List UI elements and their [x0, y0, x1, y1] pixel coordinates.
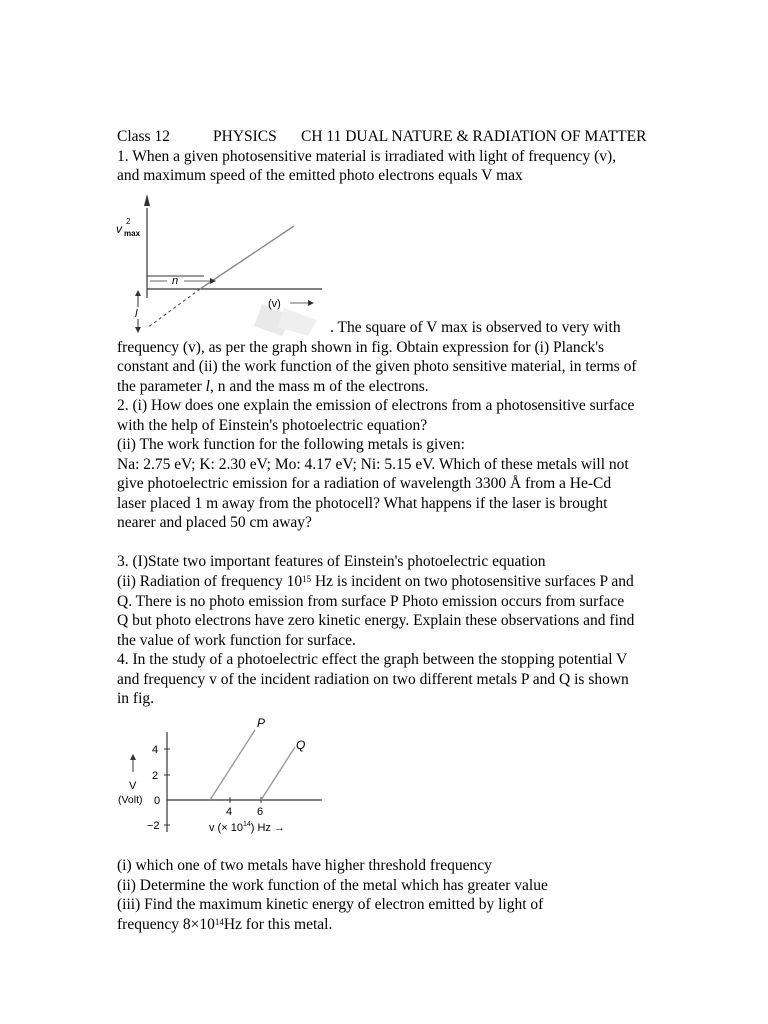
q3-line-3: Q. There is no photo emission from surface P Photo emission occurs from surface: [117, 593, 625, 610]
q1-line-5-a: the parameter: [117, 378, 206, 395]
q1-line-5-l: l: [205, 378, 210, 395]
q2-line-1: 2. (i) How does one explain the emission of electrons from a photosensitive surface: [117, 397, 635, 414]
q1-line-5: [117, 377, 429, 397]
q1-l-arrowhead-up: [135, 290, 141, 296]
q1-line-3: frequency (v), as per the graph shown in fig. Obtain expression for (i) Planck's: [117, 339, 605, 356]
q2-line-2: with the help of Einstein's photoelectric equation?: [117, 417, 428, 434]
subject-label: PHYSICS: [213, 128, 277, 145]
q4-line-1: 4. In the study of a photoelectric effect the graph between the stopping potential V: [117, 651, 628, 668]
q4-y-tick-label-4: 4: [152, 744, 159, 756]
q4-graph: [112, 712, 327, 842]
q4-label-q: Q: [296, 738, 306, 752]
q4-x-axis-label-base: v (× 10: [209, 822, 243, 834]
class-label: Class 12: [117, 128, 170, 145]
q1-x-label-arrowhead: [308, 300, 314, 306]
document-header: [117, 127, 646, 147]
q1-y-axis-arrow: [144, 194, 150, 206]
q1-x-label: (v): [268, 298, 281, 310]
q1-plot-line: [200, 226, 294, 289]
q1-y-label-sup: 2: [126, 217, 131, 226]
q4-sub-1: (i) which one of two metals have higher threshold frequency: [117, 857, 492, 874]
q3-line-4: Q but photo electrons have zero kinetic energy. Explain these observations and find: [117, 612, 635, 629]
q4-label-p: P: [257, 716, 266, 730]
q4-y-tick-label-neg2: −2: [147, 820, 160, 832]
q4-sub-4-a: frequency 8×10: [117, 916, 215, 933]
q4-y-tick-label-0: 0: [154, 795, 161, 807]
q1-line-5-b: , n and the mass m of the electrons.: [209, 378, 429, 395]
q2-line-6: laser placed 1 m away from the photocell? What happens if the laser is brought: [117, 495, 608, 512]
q4-line-p: [210, 730, 255, 800]
q4-sub-3: (iii) Find the maximum kinetic energy of electron emitted by light of: [117, 896, 544, 913]
q4-y-label-arrowhead: [130, 754, 136, 760]
q4-x-axis-label: [209, 821, 285, 834]
q4-x-axis-label-unit: ) Hz →: [250, 822, 285, 834]
q3-line-2: [117, 572, 634, 592]
q2-line-4: Na: 2.75 eV; K: 2.30 eV; Mo: 4.17 eV; Ni: 5.15 eV. Which of these metals will not: [117, 456, 629, 473]
q3-line-1: 3. (I)State two important features of Einstein's photoelectric equation: [117, 553, 546, 570]
q3-line-2-sup: 15: [302, 574, 312, 584]
q1-line-1: 1. When a given photosensitive material is irradiated with light of frequency (v),: [117, 148, 617, 165]
q2-line-7: nearer and placed 50 cm away?: [117, 514, 312, 531]
q4-x-tick-label-4: 4: [226, 806, 233, 818]
q1-line-4: constant and (ii) the work function of the given photo sensitive material, in terms of: [117, 358, 637, 375]
q4-sub-4-sup: 14: [214, 917, 224, 927]
watermark-shape: [254, 304, 317, 336]
q1-y-label: v: [116, 222, 122, 236]
q1-y-label-sub: max: [124, 229, 141, 238]
q3-line-2-b: Hz is incident on two photosensitive surfaces P and: [311, 573, 634, 590]
q4-line-2: and frequency v of the incident radiation on two different metals P and Q is shown: [117, 671, 629, 688]
q3-line-5: the value of work function for surface.: [117, 632, 356, 649]
q4-x-tick-label-6: 6: [257, 806, 264, 818]
q2-line-5: give photoelectric emission for a radiation of wavelength 3300 Å from a He-Cd: [117, 475, 612, 492]
q1-l-arrowhead-down: [135, 327, 141, 333]
q4-sub-4-b: Hz for this metal.: [223, 916, 333, 933]
q4-y-axis-label: V: [129, 780, 137, 792]
chapter-title: CH 11 DUAL NATURE & RADIATION OF MATTER: [301, 128, 647, 145]
q4-line-q: [261, 747, 295, 800]
q4-line-3: in fig.: [117, 690, 155, 707]
q4-sub-2: (ii) Determine the work function of the metal which has greater value: [117, 877, 548, 894]
q3-line-2-a: (ii) Radiation of frequency 10: [117, 573, 303, 590]
q1-after-figure: . The square of V max is observed to very with: [330, 319, 621, 336]
q4-y-axis-unit: (Volt): [118, 794, 143, 806]
q1-plot-dashed: [147, 289, 200, 328]
q1-graph: [112, 186, 327, 338]
q1-l-label: l: [135, 308, 138, 320]
q1-line-2: and maximum speed of the emitted photo electrons equals V max: [117, 167, 523, 184]
q4-sub-4: [117, 915, 332, 935]
q2-line-3: (ii) The work function for the following metals is given:: [117, 436, 465, 453]
q4-y-tick-label-2: 2: [152, 770, 159, 782]
q4-x-axis-label-sup: 14: [242, 821, 251, 828]
q1-n-label: n: [172, 275, 179, 287]
